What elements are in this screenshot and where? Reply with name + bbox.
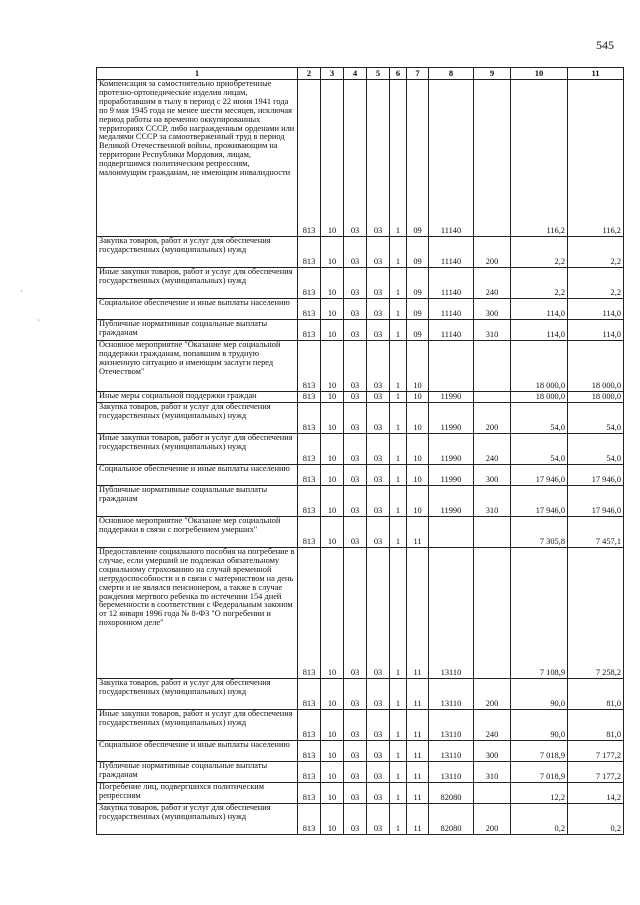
code-cell: 10 <box>321 320 344 341</box>
code-cell: 03 <box>344 392 367 403</box>
header-cell: 8 <box>429 68 474 80</box>
code-cell: 11990 <box>429 486 474 517</box>
amount-cell: 14,2 <box>568 783 624 804</box>
row-name: Публичные нормативные социальные выплаты гражданам <box>97 486 298 517</box>
code-cell: 82080 <box>429 783 474 804</box>
header-cell: 1 <box>97 68 298 80</box>
table-row <box>97 486 624 517</box>
code-cell: 1 <box>390 341 407 392</box>
row-name: Закупка товаров, работ и услуг для обеспечения государственных (муниципальных) нужд <box>97 804 298 835</box>
code-cell: 03 <box>367 237 390 268</box>
code-cell: 10 <box>321 783 344 804</box>
code-cell: 13110 <box>429 710 474 741</box>
code-cell: 10 <box>321 268 344 299</box>
code-cell: 813 <box>298 268 321 299</box>
table-row <box>97 517 624 548</box>
code-cell: 310 <box>474 762 511 783</box>
row-name: Основное мероприятие "Оказание мер социальной поддержки в связи с погребением умерших" <box>97 517 298 548</box>
code-cell: 03 <box>344 517 367 548</box>
amount-cell: 18 000,0 <box>511 341 568 392</box>
table-row <box>97 762 624 783</box>
code-cell: 10 <box>321 486 344 517</box>
table-row <box>97 403 624 434</box>
header-cell: 7 <box>407 68 429 80</box>
code-cell: 813 <box>298 804 321 835</box>
code-cell: 813 <box>298 434 321 465</box>
row-name: Закупка товаров, работ и услуг для обеспечения государственных (муниципальных) нужд <box>97 403 298 434</box>
code-cell: 10 <box>321 392 344 403</box>
code-cell: 03 <box>344 783 367 804</box>
amount-cell: 114,0 <box>568 299 624 320</box>
code-cell: 240 <box>474 710 511 741</box>
amount-cell: 114,0 <box>511 299 568 320</box>
code-cell: 11 <box>407 762 429 783</box>
code-cell: 1 <box>390 237 407 268</box>
code-cell: 10 <box>407 403 429 434</box>
table-row <box>97 710 624 741</box>
code-cell: 03 <box>367 741 390 762</box>
header-cell: 2 <box>298 68 321 80</box>
amount-cell: 7 258,2 <box>568 548 624 679</box>
code-cell: 11140 <box>429 299 474 320</box>
table-row <box>97 465 624 486</box>
code-cell: 1 <box>390 710 407 741</box>
code-cell: 813 <box>298 392 321 403</box>
header-cell: 10 <box>511 68 568 80</box>
amount-cell: 17 946,0 <box>511 465 568 486</box>
code-cell <box>474 80 511 237</box>
code-cell: 813 <box>298 341 321 392</box>
code-cell <box>474 341 511 392</box>
amount-cell: 18 000,0 <box>511 392 568 403</box>
amount-cell: 2,2 <box>511 237 568 268</box>
code-cell: 10 <box>321 434 344 465</box>
amount-cell: 17 946,0 <box>568 465 624 486</box>
code-cell: 1 <box>390 465 407 486</box>
row-name: Погребение лиц, подвергшихся политическим репрессиям <box>97 783 298 804</box>
code-cell: 813 <box>298 762 321 783</box>
code-cell: 200 <box>474 237 511 268</box>
amount-cell: 81,0 <box>568 710 624 741</box>
code-cell: 1 <box>390 741 407 762</box>
row-name: Иные закупки товаров, работ и услуг для обеспечения государственных (муниципальных) нужд <box>97 710 298 741</box>
code-cell: 11140 <box>429 320 474 341</box>
code-cell: 03 <box>344 320 367 341</box>
code-cell: 10 <box>321 762 344 783</box>
header-cell: 4 <box>344 68 367 80</box>
table-row <box>97 741 624 762</box>
code-cell: 09 <box>407 268 429 299</box>
amount-cell: 7 177,2 <box>568 741 624 762</box>
amount-cell: 7 018,9 <box>511 762 568 783</box>
code-cell: 813 <box>298 80 321 237</box>
row-name: Иные закупки товаров, работ и услуг для обеспечения государственных (муниципальных) нужд <box>97 434 298 465</box>
code-cell: 11990 <box>429 434 474 465</box>
code-cell: 03 <box>367 783 390 804</box>
row-name: Социальное обеспечение и иные выплаты населению <box>97 299 298 320</box>
code-cell: 03 <box>367 486 390 517</box>
amount-cell: 54,0 <box>568 403 624 434</box>
code-cell: 13110 <box>429 741 474 762</box>
code-cell: 03 <box>367 392 390 403</box>
code-cell: 10 <box>407 392 429 403</box>
amount-cell: 18 000,0 <box>568 392 624 403</box>
code-cell: 11140 <box>429 268 474 299</box>
amount-cell: 7 177,2 <box>568 762 624 783</box>
code-cell: 813 <box>298 783 321 804</box>
amount-cell: 7 457,1 <box>568 517 624 548</box>
code-cell: 813 <box>298 710 321 741</box>
code-cell: 1 <box>390 268 407 299</box>
row-name: Предоставление социального пособия на погребение в случае, если умерший не подлежал обязательному социальному страхованию на случай временной нетрудоспособности и в связи с материнством на день смерти и не являлся пенсионером, а также в случае рождения мертвого ребенка по истечении 154 дней беременности в соответствии с Федеральным законом от 12 января 1996 года № 8-ФЗ "О погребении и похоронном деле" <box>97 548 298 679</box>
code-cell: 11 <box>407 710 429 741</box>
code-cell: 03 <box>344 486 367 517</box>
row-name: Закупка товаров, работ и услуг для обеспечения государственных (муниципальных) нужд <box>97 679 298 710</box>
code-cell: 813 <box>298 679 321 710</box>
code-cell: 310 <box>474 320 511 341</box>
code-cell: 03 <box>344 268 367 299</box>
table-row <box>97 804 624 835</box>
amount-cell: 116,2 <box>511 80 568 237</box>
code-cell: 813 <box>298 741 321 762</box>
row-name: Иные меры социальной поддержки граждан <box>97 392 298 403</box>
amount-cell: 0,2 <box>511 804 568 835</box>
page-number: 545 <box>596 38 614 52</box>
code-cell: 03 <box>367 341 390 392</box>
scan-artifact: ' <box>38 318 40 328</box>
row-name: Закупка товаров, работ и услуг для обеспечения государственных (муниципальных) нужд <box>97 237 298 268</box>
table-row <box>97 341 624 392</box>
code-cell: 1 <box>390 392 407 403</box>
table-row <box>97 679 624 710</box>
code-cell: 10 <box>321 237 344 268</box>
code-cell <box>474 517 511 548</box>
code-cell: 03 <box>367 548 390 679</box>
scan-artifact: · <box>20 286 23 296</box>
table-row <box>97 434 624 465</box>
code-cell: 03 <box>344 341 367 392</box>
code-cell: 11 <box>407 548 429 679</box>
header-cell: 3 <box>321 68 344 80</box>
code-cell <box>429 341 474 392</box>
table-row <box>97 392 624 403</box>
code-cell: 200 <box>474 403 511 434</box>
code-cell: 03 <box>344 548 367 679</box>
code-cell: 11990 <box>429 403 474 434</box>
code-cell: 03 <box>344 465 367 486</box>
code-cell: 813 <box>298 237 321 268</box>
code-cell: 200 <box>474 679 511 710</box>
row-name: Публичные нормативные социальные выплаты гражданам <box>97 320 298 341</box>
code-cell: 240 <box>474 268 511 299</box>
code-cell: 813 <box>298 465 321 486</box>
code-cell: 1 <box>390 486 407 517</box>
code-cell: 10 <box>321 403 344 434</box>
code-cell: 10 <box>407 465 429 486</box>
code-cell: 10 <box>407 341 429 392</box>
code-cell: 03 <box>367 465 390 486</box>
code-cell: 03 <box>367 517 390 548</box>
row-name: Социальное обеспечение и иные выплаты населению <box>97 465 298 486</box>
code-cell: 03 <box>367 403 390 434</box>
row-name: Основное мероприятие "Оказание мер социальной поддержки гражданам, попавшим в трудную жизненную ситуацию и имеющим заслуги перед Отечеством" <box>97 341 298 392</box>
code-cell: 11 <box>407 517 429 548</box>
code-cell: 09 <box>407 80 429 237</box>
code-cell: 13110 <box>429 679 474 710</box>
code-cell: 03 <box>367 679 390 710</box>
code-cell: 03 <box>367 268 390 299</box>
table-row <box>97 548 624 679</box>
code-cell: 1 <box>390 804 407 835</box>
amount-cell: 114,0 <box>511 320 568 341</box>
code-cell: 1 <box>390 762 407 783</box>
code-cell: 03 <box>344 679 367 710</box>
code-cell: 10 <box>321 517 344 548</box>
amount-cell: 12,2 <box>511 783 568 804</box>
code-cell: 1 <box>390 403 407 434</box>
amount-cell: 116,2 <box>568 80 624 237</box>
budget-table <box>96 67 624 835</box>
code-cell: 10 <box>321 741 344 762</box>
code-cell: 1 <box>390 679 407 710</box>
code-cell: 03 <box>367 299 390 320</box>
amount-cell: 7 018,9 <box>511 741 568 762</box>
code-cell: 03 <box>344 804 367 835</box>
header-cell: 6 <box>390 68 407 80</box>
table-header-row <box>97 68 624 80</box>
amount-cell: 90,0 <box>511 679 568 710</box>
table-row <box>97 268 624 299</box>
amount-cell: 81,0 <box>568 679 624 710</box>
code-cell: 200 <box>474 804 511 835</box>
code-cell: 813 <box>298 320 321 341</box>
code-cell: 13110 <box>429 548 474 679</box>
header-cell: 5 <box>367 68 390 80</box>
code-cell: 09 <box>407 299 429 320</box>
code-cell <box>474 392 511 403</box>
table-row <box>97 783 624 804</box>
code-cell: 03 <box>344 741 367 762</box>
code-cell: 11990 <box>429 465 474 486</box>
code-cell: 10 <box>321 679 344 710</box>
code-cell: 813 <box>298 517 321 548</box>
amount-cell: 2,2 <box>511 268 568 299</box>
code-cell: 1 <box>390 434 407 465</box>
code-cell: 03 <box>367 804 390 835</box>
code-cell: 813 <box>298 486 321 517</box>
code-cell: 03 <box>367 762 390 783</box>
code-cell: 09 <box>407 237 429 268</box>
code-cell: 1 <box>390 517 407 548</box>
code-cell: 300 <box>474 465 511 486</box>
header-cell: 11 <box>568 68 624 80</box>
code-cell: 10 <box>407 486 429 517</box>
amount-cell: 0,2 <box>568 804 624 835</box>
code-cell: 10 <box>321 710 344 741</box>
table-row <box>97 299 624 320</box>
code-cell: 300 <box>474 741 511 762</box>
code-cell: 813 <box>298 299 321 320</box>
code-cell: 10 <box>321 341 344 392</box>
code-cell: 11140 <box>429 80 474 237</box>
amount-cell: 114,0 <box>568 320 624 341</box>
row-name: Социальное обеспечение и иные выплаты населению <box>97 741 298 762</box>
code-cell: 09 <box>407 320 429 341</box>
code-cell: 10 <box>321 548 344 679</box>
amount-cell: 17 946,0 <box>568 486 624 517</box>
amount-cell: 7 108,9 <box>511 548 568 679</box>
code-cell: 03 <box>344 403 367 434</box>
code-cell: 11 <box>407 679 429 710</box>
row-name: Компенсация за самостоятельно приобретенные протезно-ортопедические изделия лицам, проработавшим в тылу в период с 22 июня 1941 года по 9 мая 1945 года не менее шести месяцев, исключая период работы на временно оккупированных территориях СССР, либо награжденным орденами или медалями СССР за самоотверженный труд в период Великой Отечественной войны, проживающим на территории Республики Мордовия, лицам, подвергшимся политическим репрессиям, малоимущим гражданам, не имеющим инвалидности <box>97 80 298 237</box>
code-cell: 1 <box>390 548 407 679</box>
amount-cell: 90,0 <box>511 710 568 741</box>
amount-cell: 2,2 <box>568 237 624 268</box>
code-cell: 03 <box>367 710 390 741</box>
row-name: Публичные нормативные социальные выплаты гражданам <box>97 762 298 783</box>
code-cell: 11990 <box>429 392 474 403</box>
amount-cell: 18 000,0 <box>568 341 624 392</box>
code-cell: 813 <box>298 403 321 434</box>
code-cell: 13110 <box>429 762 474 783</box>
code-cell: 1 <box>390 80 407 237</box>
amount-cell: 17 946,0 <box>511 486 568 517</box>
code-cell: 10 <box>321 299 344 320</box>
code-cell: 1 <box>390 320 407 341</box>
table-row <box>97 80 624 237</box>
code-cell: 82080 <box>429 804 474 835</box>
amount-cell: 54,0 <box>511 403 568 434</box>
code-cell: 03 <box>344 762 367 783</box>
code-cell: 310 <box>474 486 511 517</box>
code-cell: 11 <box>407 804 429 835</box>
code-cell: 03 <box>344 80 367 237</box>
code-cell: 03 <box>344 299 367 320</box>
table-row <box>97 320 624 341</box>
code-cell: 10 <box>321 80 344 237</box>
code-cell: 813 <box>298 548 321 679</box>
code-cell: 03 <box>344 710 367 741</box>
amount-cell: 7 305,8 <box>511 517 568 548</box>
code-cell: 11 <box>407 741 429 762</box>
amount-cell: 54,0 <box>511 434 568 465</box>
code-cell: 10 <box>321 465 344 486</box>
code-cell: 03 <box>367 80 390 237</box>
code-cell <box>474 548 511 679</box>
code-cell <box>429 517 474 548</box>
table-row <box>97 237 624 268</box>
code-cell: 300 <box>474 299 511 320</box>
code-cell: 03 <box>344 434 367 465</box>
code-cell: 10 <box>407 434 429 465</box>
row-name: Иные закупки товаров, работ и услуг для обеспечения государственных (муниципальных) нужд <box>97 268 298 299</box>
code-cell: 03 <box>344 237 367 268</box>
code-cell: 1 <box>390 783 407 804</box>
code-cell <box>474 783 511 804</box>
code-cell: 240 <box>474 434 511 465</box>
code-cell: 11140 <box>429 237 474 268</box>
amount-cell: 54,0 <box>568 434 624 465</box>
code-cell: 03 <box>367 320 390 341</box>
amount-cell: 2,2 <box>568 268 624 299</box>
code-cell: 11 <box>407 783 429 804</box>
code-cell: 1 <box>390 299 407 320</box>
code-cell: 10 <box>321 804 344 835</box>
header-cell: 9 <box>474 68 511 80</box>
code-cell: 03 <box>367 434 390 465</box>
